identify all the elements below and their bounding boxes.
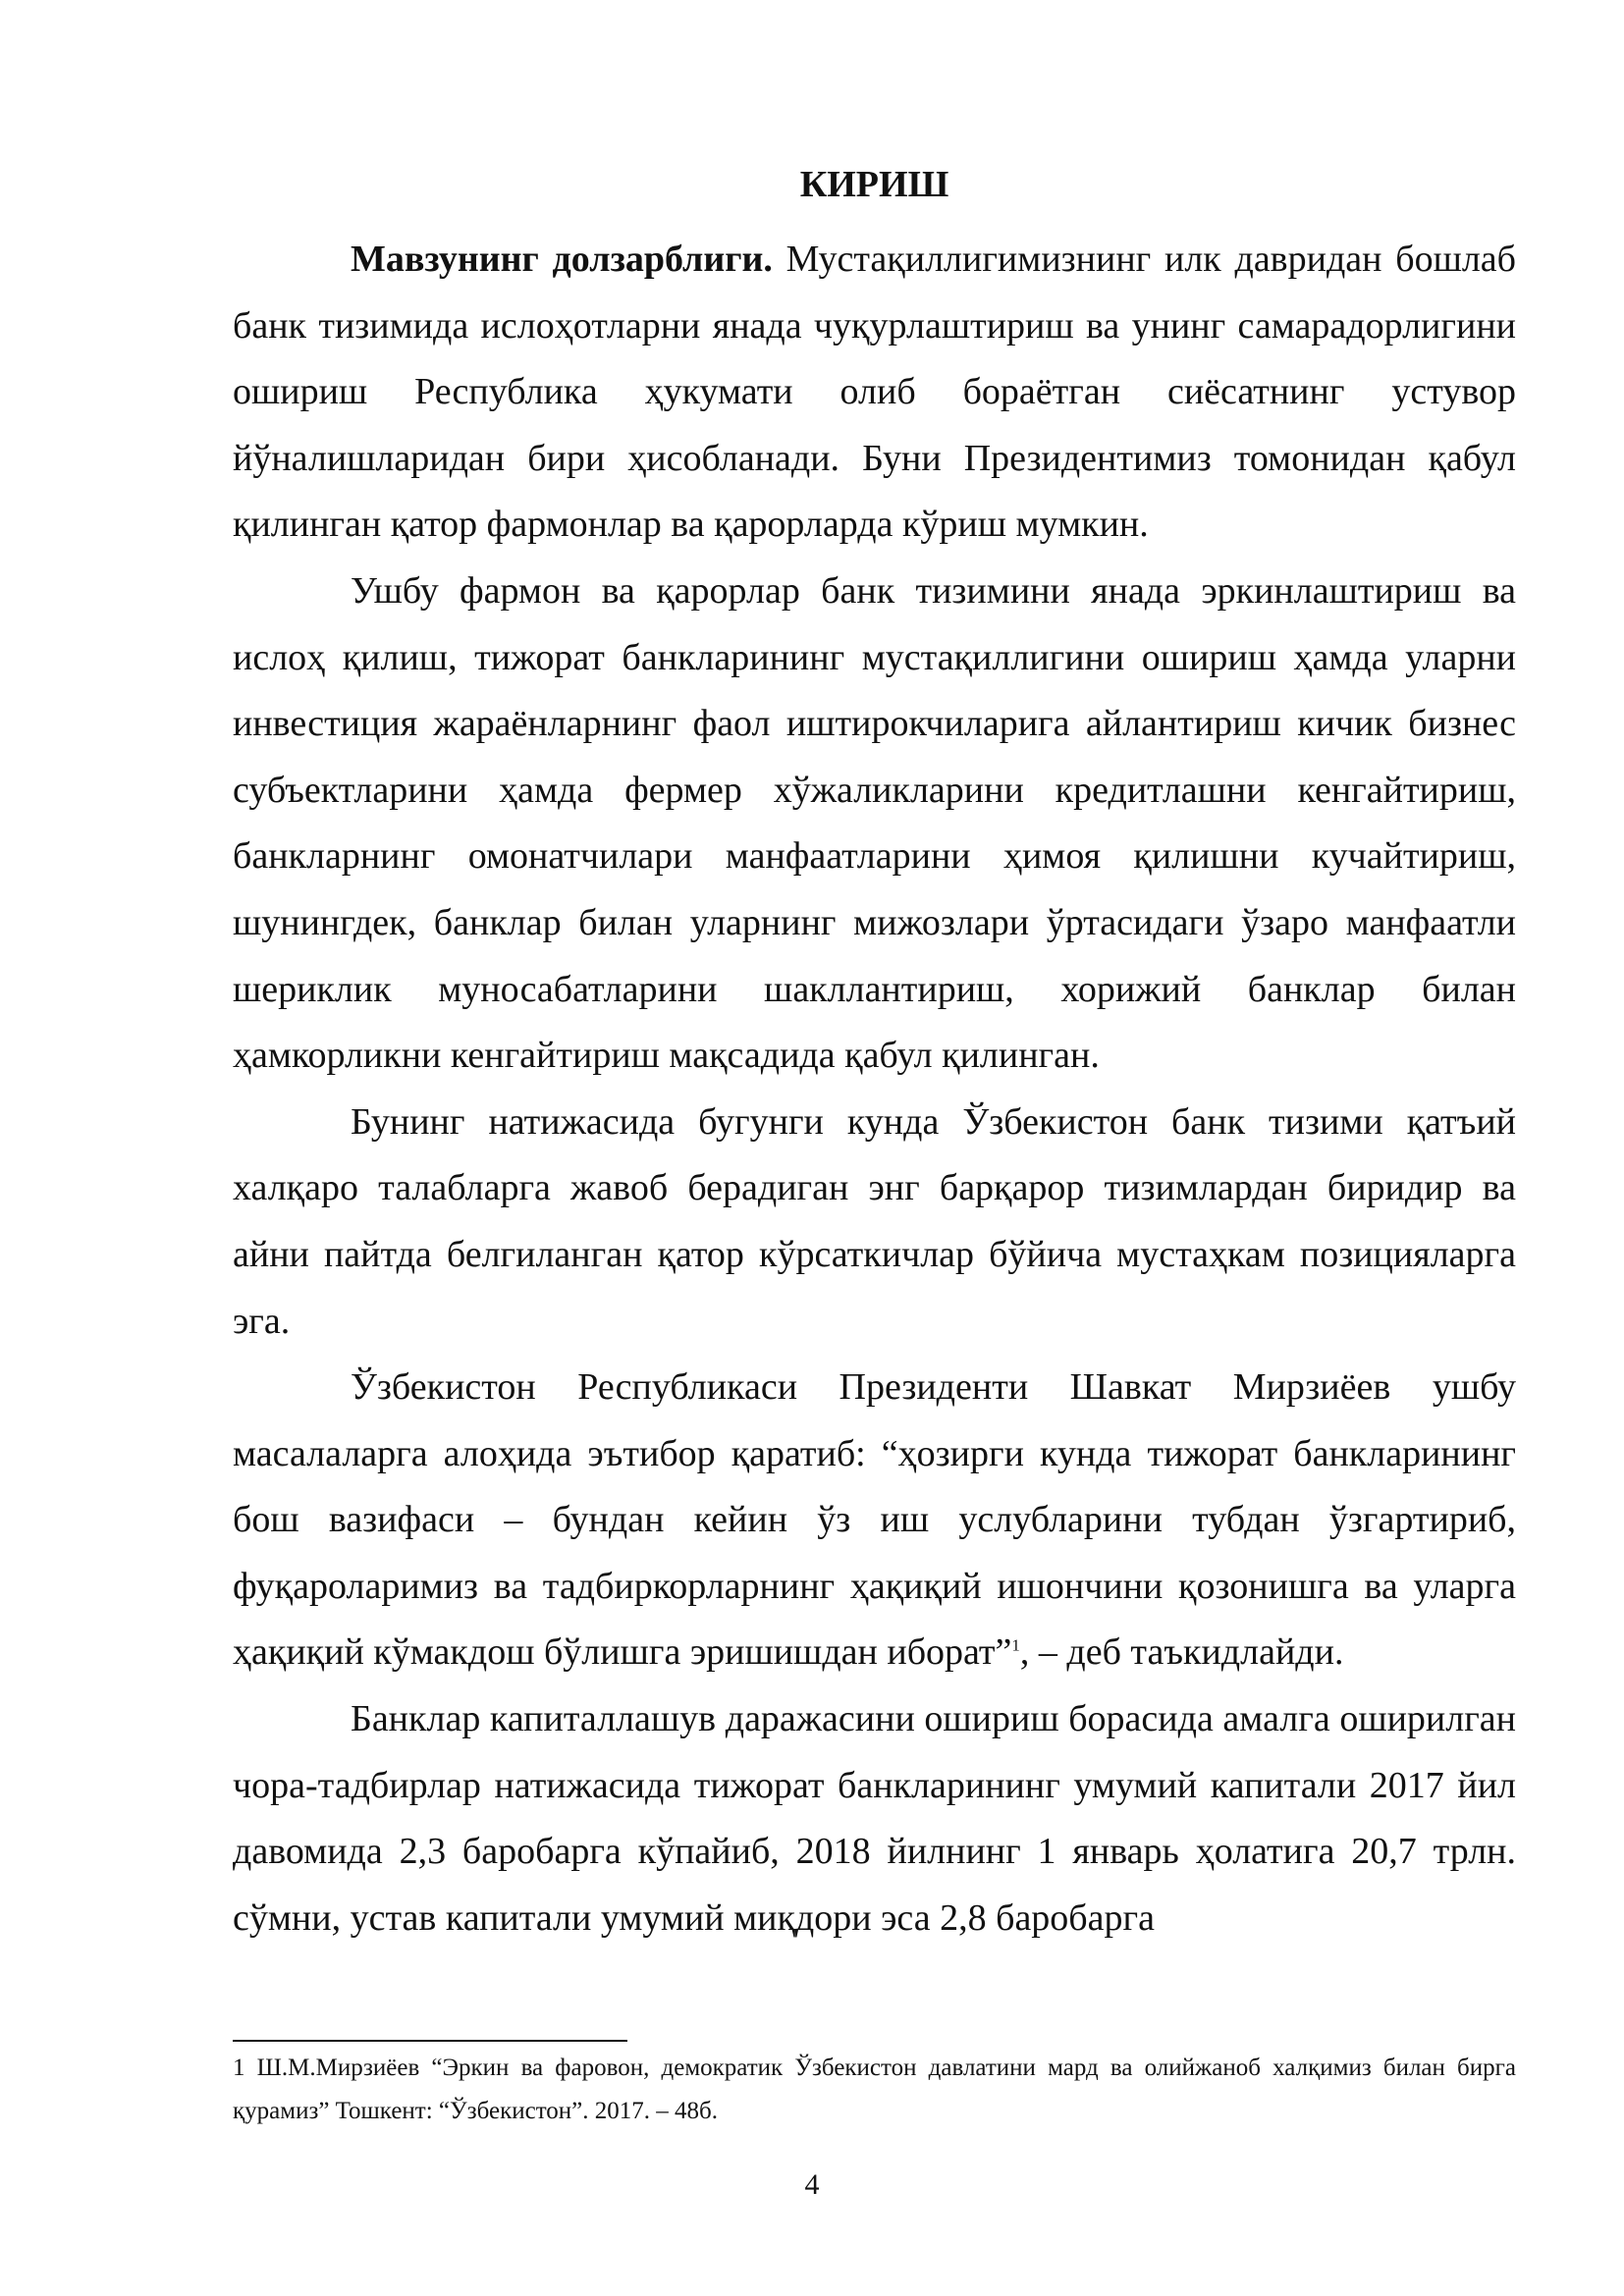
paragraph-text: Мустақиллигимизнинг илк давридан бошлаб банк тизимида ислоҳотларни янада чуқурлаштириш ва унинг самарадорлигини ошириш Республика ҳукумати олиб бораётган сиёсатнинг устувор йўналишларидан бири ҳисобланади. Буни Президентимиз томонидан қабул қилинган қатор фармонлар ва қарорларда кўриш мумкин. (233, 239, 1516, 546)
paragraph-relevance (233, 227, 1516, 559)
footnote-reference[interactable]: 1 (1011, 1635, 1020, 1655)
main-text (233, 142, 1516, 1951)
paragraph-result: Бунинг натижасида бугунги кунда Ўзбекистон банк тизими қатъий халқаро талабларга жавоб берадиган энг барқарор тизимлардан биридир ва айни пайтда белгиланган қатор кўрсаткичлар бўйича мустаҳкам позицияларга эга. (233, 1100, 1516, 1342)
footnote-separator (233, 2040, 627, 2042)
quote-text: Ўзбекистон Республикаси Президенти Шавкат Мирзиёев ушбу масалаларга алоҳида эътибор қаратиб: “ҳозирги кунда тижорат банкларининг бош вазифаси – бундан кейин ўз иш услубларини тубдан ўзгартириб, фуқароларимиз ва тадбиркорларнинг ҳақиқий ишончини қозонишга ва уларга ҳақиқий кўмакдош бўлишга эришишдан иборат” (233, 1366, 1516, 1674)
page-number: 4 (804, 2168, 820, 2201)
page-title: КИРИШ (799, 164, 949, 205)
paragraph-decrees: Ушбу фармон ва қарорлар банк тизимини янада эркинлаштириш ва ислоҳ қилиш, тижорат банкларининг мустақиллигини ошириш ҳамда уларни инвестиция жараёнларнинг фаол иштирокчиларига айлантириш кичик бизнес субъектларини ҳамда фермер хўжаликларини кредитлашни кенгайтириш, банкларнинг омонатчилари манфаатларини ҳимоя қилишни кучайтириш, шунингдек, банклар билан уларнинг мижозлари ўртасидаги ўзаро манфаатли шериклик муносабатларини шакллантириш, хорижий банклар билан ҳамкорликни кенгайтириш мақсадида қабул қилинган. (233, 569, 1516, 1077)
quote-tail: , – деб таъкидлайди. (1019, 1631, 1344, 1674)
paragraph-capitalization: Банклар капиталлашув даражасини ошириш борасида амалга оширилган чора-тадбирлар натижасида тижорат банкларининг умумий капитали 2017 йил давомида 2,3 баробарга кўпайиб, 2018 йилнинг 1 январь ҳолатига 20,7 трлн. сўмни, устав капитали умумий миқдори эса 2,8 баробарга (233, 1698, 1516, 1939)
footnote: 1 Ш.М.Мирзиёев “Эркин ва фаровон, демократик Ўзбекистон давлатини мард ва олийжаноб халқимиз билан бирга қурамиз” Тошкент: “Ўзбекистон”. 2017. – 48б. (233, 2055, 1516, 2124)
paragraph-president-quote (233, 1355, 1516, 1686)
paragraph-lead: Мавзунинг долзарблиги. (351, 239, 773, 280)
